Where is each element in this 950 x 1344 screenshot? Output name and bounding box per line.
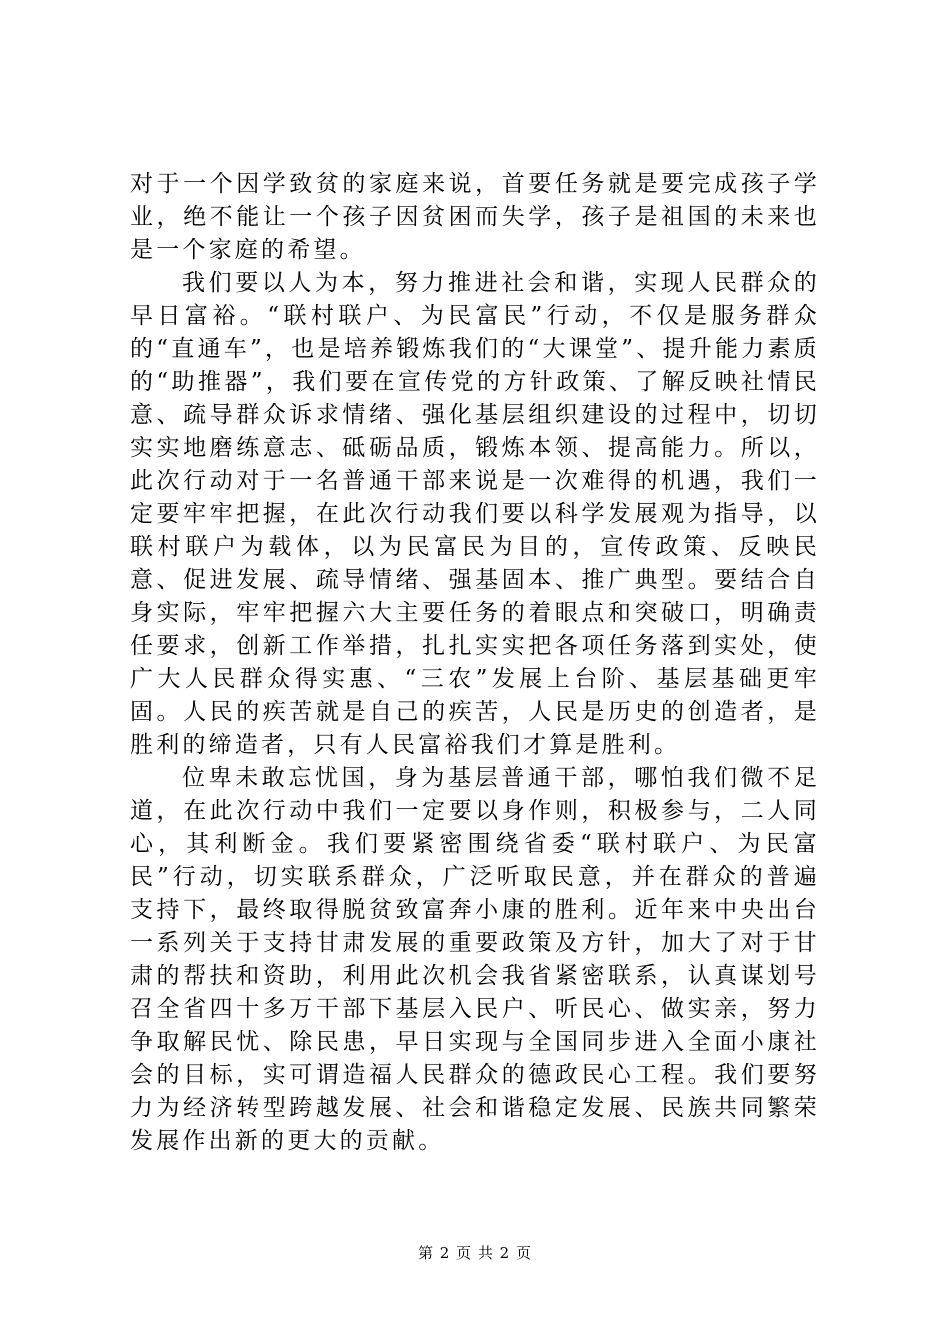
document-body [130, 168, 820, 1158]
page-number-footer: 第 2 页 共 2 页 [418, 1244, 532, 1262]
paragraph-1: 对于一个因学致贫的家庭来说，首要任务就是要完成孩子学业，绝不能让一个孩子因贫困而失学，孩子是祖国的未来也是一个家庭的希望。 [130, 171, 820, 263]
paragraph-3: 位卑未敢忘忧国，身为基层普通干部，哪怕我们微不足道，在此次行动中我们一定要以身作则，积极参与，二人同心，其利断金。我们要紧密围绕省委“联村联户、为民富民”行动，切实联系群众，广泛听取民意，并在群众的普遍支持下，最终取得脱贫致富奔小康的胜利。近年来中央出台一系列关于支持甘肃发展的重要政策及方针，加大了对于甘肃的帮扶和资助，利用此次机会我省紧密联系，认真谋划号召全省四十多万干部下基层入民户、听民心、做实亲，努力争取解民忧、除民患，早日实现与全国同步进入全面小康社会的目标，实可谓造福人民群众的德政民心工程。我们要努力为经济转型跨越发展、社会和谐稳定发展、民族共同繁荣发展作出新的更大的贡献。 [130, 765, 820, 1154]
paragraph-2: 我们要以人为本，努力推进社会和谐，实现人民群众的早日富裕。“联村联户、为民富民”行动，不仅是服务群众的“直通车”，也是培养锻炼我们的“大课堂”、提升能力素质的“助推器”，我们要在宣传党的方针政策、了解反映社情民意、疏导群众诉求情绪、强化基层组织建设的过程中，切切实实地磨练意志、砥砺品质，锻炼本领、提高能力。所以，此次行动对于一名普通干部来说是一次难得的机遇，我们一定要牢牢把握，在此次行动我们要以科学发展观为指导，以联村联户为载体，以为民富民为目的，宣传政策、反映民意、促进发展、疏导情绪、强基固本、推广典型。要结合自身实际，牢牢把握六大主要任务的着眼点和突破口，明确责任要求，创新工作举措，扎扎实实把各项任务落到实处，使广大人民群众得实惠、“三农”发展上台阶、基层基础更牢固。人民的疾苦就是自己的疾苦，人民是历史的创造者，是胜利的缔造者，只有人民富裕我们才算是胜利。 [130, 270, 820, 758]
